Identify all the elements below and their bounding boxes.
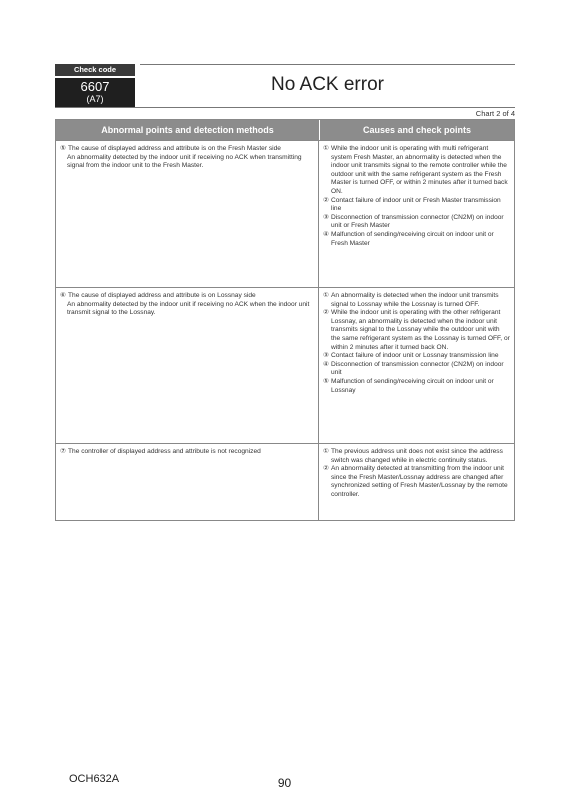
abnormal-point-heading: The cause of displayed address and attribute is on the Fresh Master side [68,145,281,152]
cause-text: While the indoor unit is operating with the other refrigerant Lossnay, an abnormality is detected when the indoor unit transmits signal to the Lossnay while the outdoor unit with the same refrigerant system as the Lossnay is turned OFF, or within 2 minutes after it turned back ON. [331,309,510,351]
page-number: 90 [277,776,292,790]
abnormal-point-heading: The cause of displayed address and attribute is on Lossnay side [68,292,256,299]
item-number: ① [323,145,329,152]
item-number: ① [323,292,329,299]
check-code: 6607 [80,79,110,94]
item-number: ⑦ [60,448,66,455]
table-row [56,287,514,443]
table-header [56,120,514,140]
cause-text: Disconnection of transmission connector (CN2M) on indoor unit [331,360,504,377]
item-number: ⑤ [60,145,66,152]
check-code-box [55,78,135,107]
diagnosis-table [55,119,515,521]
item-number: ① [323,448,329,455]
cause-text: Disconnection of transmission connector (CN2M) on indoor unit or Fresh Master [331,213,504,230]
item-number: ④ [323,360,329,368]
cause-text: Contact failure of indoor unit or Lossnay transmission line [331,352,499,360]
detection-method: An abnormality detected by the indoor unit if receiving no ACK when transmitting signal from the indoor unit to the Fresh Master. [67,153,302,170]
cause-text: Malfunction of sending/receiving circuit on indoor unit or Fresh Master [331,230,494,247]
column-header-abnormal-points: Abnormal points and detection methods [56,120,320,140]
causes-cell [319,444,514,520]
abnormal-point-cell [56,444,319,520]
causes-cell [319,288,514,443]
table-row [56,443,514,520]
cause-text: An abnormality detected at transmitting from the indoor unit since the Fresh Master/Lossnay address are changed after synchronized setting of Fresh Master/Lossnay by the remote controller. [331,465,508,498]
item-number: ⑥ [60,292,66,299]
document-code: OCH632A [69,773,120,785]
item-number: ③ [323,213,329,221]
detection-method: An abnormality detected by the indoor unit if receiving no ACK when the indoor unit transmit signal to the Lossnay. [67,300,310,317]
top-rule [140,64,515,65]
abnormal-point-heading: The controller of displayed address and attribute is not recognized [68,448,261,455]
cause-text: Malfunction of sending/receiving circuit on indoor unit or Lossnay [331,377,494,394]
cause-text: The previous address unit does not exist since the address switch was changed while in electric continuity status. [331,448,503,464]
cause-text: While the indoor unit is operating with multi refrigerant system Fresh Master, an abnormality is detected when the indoor unit transmits signal to the remote controller while the outdoor unit with the same refrigerant system as the Fresh Master is turned OFF, or within 2 minutes after it turned back ON. [331,145,508,195]
cause-text: An abnormality is detected when the indoor unit transmits signal to Lossnay while the Lossnay is turned OFF. [331,292,499,308]
abnormal-point-cell [56,288,319,443]
item-number: ③ [323,352,329,360]
abnormal-point-cell [56,141,319,287]
item-number: ④ [323,230,329,238]
item-number: ② [323,465,329,473]
cause-text: Contact failure of indoor unit or Fresh Master transmission line [331,196,501,213]
chart-number: Chart 2 of 4 [475,109,515,118]
causes-cell [319,141,514,287]
item-number: ② [323,196,329,204]
table-row [56,140,514,287]
check-code-sub: (A7) [86,94,104,104]
page-title: No ACK error [271,74,384,95]
check-code-label: Check code [55,64,135,76]
item-number: ② [323,309,329,317]
item-number: ⑤ [323,377,329,385]
column-header-causes: Causes and check points [362,125,472,135]
title-rule [55,107,515,108]
